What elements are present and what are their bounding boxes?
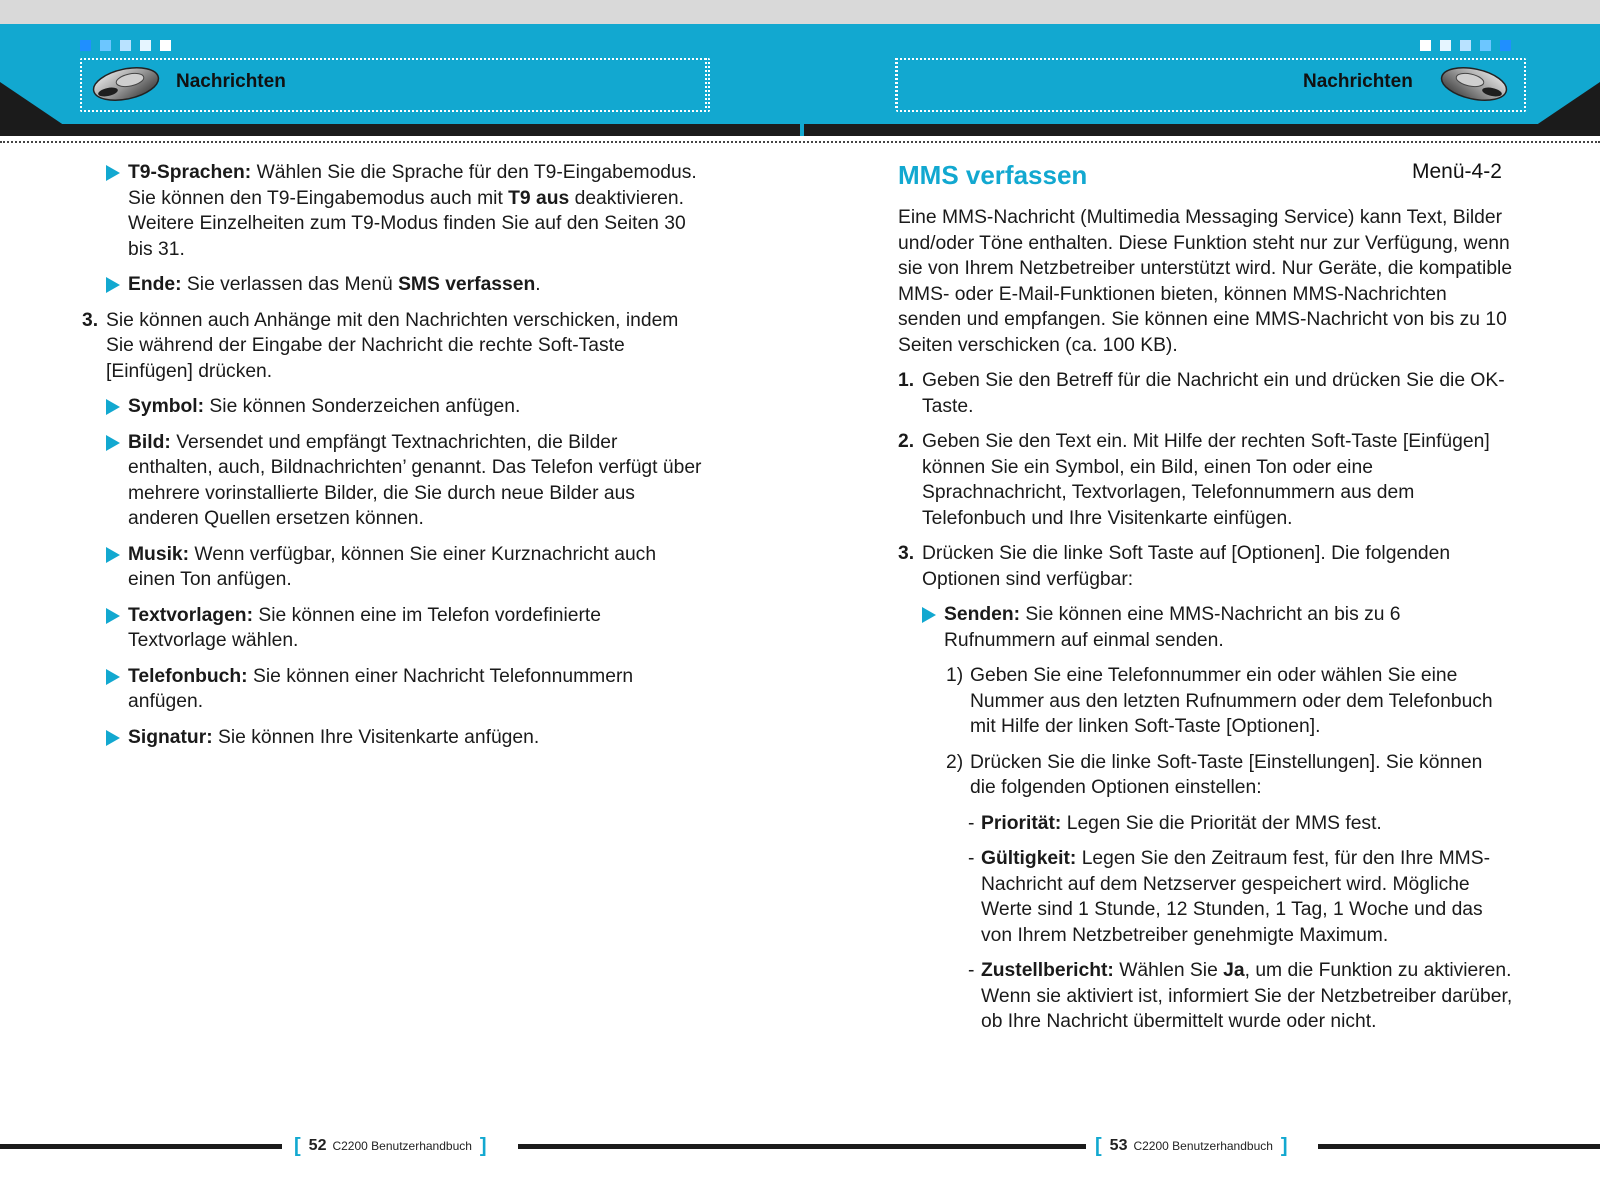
triangle-bullet-icon — [106, 435, 120, 451]
footer-left: [ 52 C2200 Benutzerhandbuch ] — [294, 1135, 487, 1157]
triangle-bullet-icon — [106, 730, 120, 746]
right-page-content — [898, 205, 1513, 1035]
list-item: Senden: Sie können eine MMS-Nachricht an bis zu 6 Rufnummern auf einmal senden. — [922, 602, 1513, 653]
footer-rule-right — [1318, 1144, 1600, 1149]
header-frame-right — [896, 58, 1526, 112]
list-item: Signatur: Sie können Ihre Visitenkarte anfügen. — [106, 725, 702, 751]
header-frame-left — [80, 58, 710, 112]
header-squares-left — [80, 40, 171, 51]
menu-reference: Menü-4-2 — [1412, 160, 1502, 183]
list-item: T9-Sprachen: Wählen Sie die Sprache für den T9-Eingabemodus. Sie können den T9-Eingabemodus auch mit T9 aus deaktivieren. Weitere Einzelheiten zum T9-Modus finden Sie auf den Seiten 30 bis 31. — [106, 160, 702, 262]
section-title-right: Nachrichten — [1303, 71, 1413, 92]
list-item: Ende: Sie verlassen das Menü SMS verfassen. — [106, 272, 702, 298]
header-divider-left — [705, 58, 707, 108]
header-divider-right — [895, 58, 897, 108]
sub-step: 1) Geben Sie eine Telefonnummer ein oder wählen Sie eine Nummer aus den letzten Rufnummern oder dem Telefonbuch mit Hilfe der linken Soft-Taste [Optionen]. — [946, 665, 1493, 737]
header-bar-left — [0, 124, 800, 136]
footer-rule-left — [0, 1144, 282, 1149]
list-item: Textvorlagen: Sie können eine im Telefon vordefinierte Textvorlage wählen. — [106, 603, 702, 654]
section-title-left: Nachrichten — [176, 71, 286, 92]
left-page-content — [82, 160, 702, 750]
header-dotted-rule — [0, 141, 1600, 143]
top-margin-band — [0, 0, 1600, 24]
numbered-item: 3. Drücken Sie die linke Soft Taste auf [Optionen]. Die folgenden Optionen sind verfügbar: — [898, 543, 1451, 590]
option-item: - Priorität: Legen Sie die Priorität der MMS fest. — [968, 812, 1382, 834]
page-title: MMS verfassen — [898, 160, 1088, 190]
triangle-bullet-icon — [106, 669, 120, 685]
header-bar-right — [804, 124, 1600, 136]
triangle-bullet-icon — [106, 277, 120, 293]
list-item: Bild: Versendet und empfängt Textnachrichten, die Bilder enthalten, auch, Bildnachrichten’ genannt. Das Telefon verfügt über mehrere vorinstallierte Bilder, die Sie durch neue Bilder aus anderen Quellen ersetzen können. — [106, 430, 702, 532]
numbered-item: 3. Sie können auch Anhänge mit den Nachrichten verschicken, indem Sie während der Eingabe der Nachricht die rechte Soft-Taste [Einfügen] drücken. — [82, 309, 679, 382]
numbered-item: 1. Geben Sie den Betreff für die Nachricht ein und drücken Sie die OK-Taste. — [898, 370, 1505, 417]
list-item: Telefonbuch: Sie können einer Nachricht Telefonnummern anfügen. — [106, 664, 702, 715]
page-number-left: 52 — [308, 1137, 327, 1154]
list-item: Musik: Wenn verfügbar, können Sie einer Kurznachricht auch einen Ton anfügen. — [106, 542, 702, 593]
option-item: - Zustellbericht: Wählen Sie Ja, um die Funktion zu aktivieren. Wenn sie aktiviert ist, informiert Sie der Netzbetreiber darüber, ob Ihre Nachricht übermittelt wurde oder nicht. — [968, 960, 1513, 1032]
sub-step: 2) Drücken Sie die linke Soft-Taste [Einstellungen]. Sie können die folgenden Optionen einstellen: — [946, 751, 1483, 798]
triangle-bullet-icon — [106, 165, 120, 181]
footer-rule-middle — [518, 1144, 1086, 1149]
intro-paragraph: Eine MMS-Nachricht (Multimedia Messaging Service) kann Text, Bilder und/oder Töne enthalten. Diese Funktion steht nur zur Verfügung, wenn sie von Ihrem Netzbetreiber unterstützt wird. Nur Geräte, die kompatible MMS- oder E-Mail-Funktionen bieten, können MMS-Nachrichten senden und empfangen. Sie können eine MMS-Nachricht von bis zu 10 Seiten verschicken (ca. 100 KB). — [898, 207, 1513, 356]
footer-right: [ 53 C2200 Benutzerhandbuch ] — [1095, 1135, 1288, 1157]
phone-icon — [1440, 62, 1512, 104]
triangle-bullet-icon — [106, 399, 120, 415]
list-item: Symbol: Sie können Sonderzeichen anfügen. — [106, 394, 702, 420]
triangle-bullet-icon — [922, 607, 936, 623]
triangle-bullet-icon — [106, 547, 120, 563]
option-item: - Gültigkeit: Legen Sie den Zeitraum fest, für den Ihre MMS-Nachricht auf dem Netzserver gespeichert wird. Mögliche Werte sind 1 Stunde, 12 Stunden, 1 Tag, 1 Woche und das von Ihrem Netzbetreiber genehmigte Maximum. — [968, 848, 1491, 946]
page-header — [0, 24, 1600, 136]
numbered-item: 2. Geben Sie den Text ein. Mit Hilfe der rechten Soft-Taste [Einfügen] können Sie ein Symbol, ein Bild, einen Ton oder eine Sprachnachricht, Textvorlagen, Telefonnummern aus dem Telefonbuch und Ihre Visitenkarte einfügen. — [898, 431, 1490, 529]
triangle-bullet-icon — [106, 608, 120, 624]
page-number-right: 53 — [1109, 1137, 1128, 1154]
phone-icon — [88, 62, 160, 104]
header-squares-right — [1420, 40, 1511, 51]
